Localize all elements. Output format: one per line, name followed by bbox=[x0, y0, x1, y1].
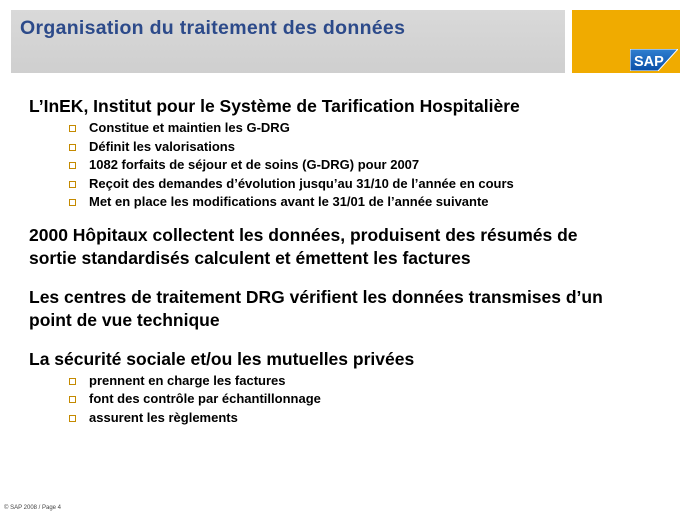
list-item bbox=[69, 119, 679, 138]
square-bullet-icon bbox=[69, 199, 76, 206]
brand-block bbox=[572, 10, 680, 73]
footer-copyright: © SAP 2008 / Page 4 bbox=[4, 505, 62, 511]
bullet-list bbox=[29, 372, 679, 428]
page-title: Organisation du traitement des données bbox=[20, 17, 406, 39]
section-heading: La sécurité sociale et/ou les mutuelles privées bbox=[29, 348, 415, 369]
list-item-text: Constitue et maintien les G-DRG bbox=[89, 120, 290, 135]
square-bullet-icon bbox=[69, 378, 76, 385]
slide-content bbox=[29, 95, 679, 427]
list-item-text: font des contrôle par échantillonnage bbox=[89, 391, 321, 406]
list-item bbox=[69, 156, 679, 175]
sap-logo bbox=[630, 49, 678, 71]
square-bullet-icon bbox=[69, 415, 76, 422]
list-item-text: Met en place les modifications avant le 31/01 de l’année suivante bbox=[89, 194, 489, 209]
square-bullet-icon bbox=[69, 162, 76, 169]
list-item-text: Définit les valorisations bbox=[89, 138, 235, 154]
list-item bbox=[69, 372, 679, 391]
square-bullet-icon bbox=[69, 396, 76, 403]
title-bar bbox=[11, 10, 565, 73]
sap-logo-text: SAP bbox=[634, 54, 664, 70]
square-bullet-icon bbox=[69, 181, 76, 188]
bullet-list bbox=[29, 119, 679, 212]
list-item bbox=[69, 138, 679, 157]
section-heading-line: point de vue technique bbox=[29, 309, 220, 330]
list-item bbox=[69, 193, 679, 212]
square-bullet-icon bbox=[69, 144, 76, 151]
section-securite-sociale bbox=[29, 348, 679, 428]
list-item bbox=[69, 409, 679, 428]
section-inek bbox=[29, 95, 679, 212]
section-heading: L’InEK, Institut pour le Système de Tarification Hospitalière bbox=[29, 96, 520, 116]
section-heading-line: 2000 Hôpitaux collectent les données, produisent des résumés de bbox=[29, 224, 578, 245]
list-item-text: Reçoit des demandes d’évolution jusqu’au 31/10 de l’année en cours bbox=[89, 175, 514, 191]
section-heading-line: Les centres de traitement DRG vérifient les données transmises d’un bbox=[29, 286, 603, 307]
list-item-text: prennent en charge les factures bbox=[89, 372, 286, 388]
list-item bbox=[69, 390, 679, 409]
square-bullet-icon bbox=[69, 125, 76, 132]
section-heading-line: sortie standardisés calculent et émettent les factures bbox=[29, 247, 471, 268]
list-item-text: 1082 forfaits de séjour et de soins (G-DRG) pour 2007 bbox=[89, 157, 420, 172]
section-centres-drg bbox=[29, 286, 679, 332]
section-hopitaux bbox=[29, 224, 679, 270]
list-item bbox=[69, 175, 679, 194]
list-item-text: assurent les règlements bbox=[89, 409, 238, 425]
